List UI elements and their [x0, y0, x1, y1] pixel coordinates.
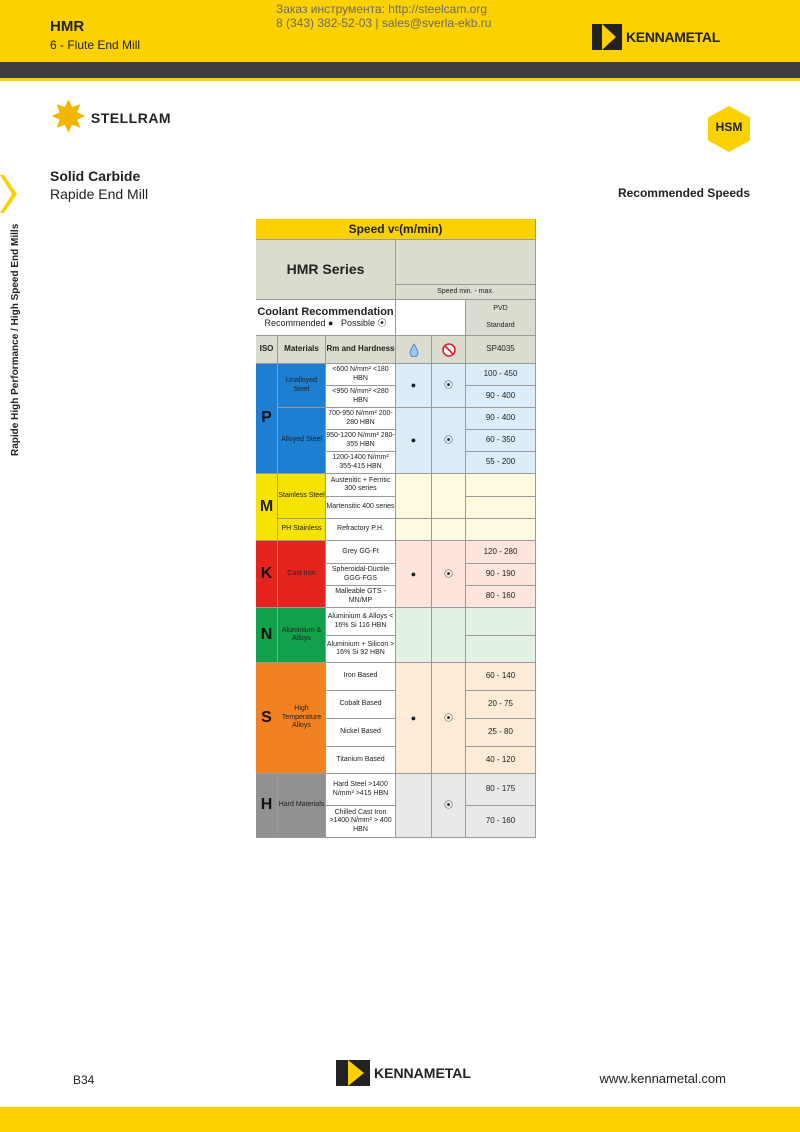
coolant-wet-cell — [396, 474, 432, 519]
order-info[interactable] — [276, 2, 491, 30]
rm-cell: 1200-1400 N/mm² 355-415 HBN — [326, 452, 396, 474]
rm-cell: Grey GG-Ft — [326, 541, 396, 564]
speed-cell — [466, 497, 536, 519]
speed-cell: 90 - 190 — [466, 564, 536, 586]
rm-cell: Aluminium & Alloys < 16% Si 116 HBN — [326, 608, 396, 636]
coolant-dry-cell: ⦿ — [432, 663, 466, 774]
section-subtitle: Rapide End Mill — [50, 186, 149, 202]
iso-group-S: S — [256, 663, 278, 774]
materials-header: Materials — [278, 336, 326, 364]
chevron-right-icon — [0, 175, 17, 213]
coolant-dry-cell — [432, 474, 466, 519]
coolant-header: Coolant Recommendation Recommended ● Possible ⦿ — [256, 300, 396, 336]
coolant-dry-cell — [432, 608, 466, 663]
side-label: Rapide High Performance / High Speed End Mills — [10, 223, 21, 456]
rm-cell: Cobalt Based — [326, 691, 396, 719]
coolant-dry-cell: ⦿ — [432, 774, 466, 838]
rm-header: Rm and Hardness — [326, 336, 396, 364]
iso-group-P: P — [256, 364, 278, 474]
rm-cell: Chilled Cast Iron >1400 N/mm² > 400 HBN — [326, 806, 396, 838]
iso-group-N: N — [256, 608, 278, 663]
rm-cell: Refractory P.H. — [326, 519, 396, 541]
rm-cell: Nickel Based — [326, 719, 396, 747]
speed-cell: 60 - 350 — [466, 430, 536, 452]
speed-cell: 90 - 400 — [466, 386, 536, 408]
rm-cell: Austenitic + Ferritic 300 series — [326, 474, 396, 497]
speed-cell — [466, 474, 536, 497]
speed-cell: 120 - 280 — [466, 541, 536, 564]
coolant-dry-cell: ⦿ — [432, 408, 466, 474]
series-header-blank — [396, 240, 536, 285]
coolant-wet-cell: ● — [396, 541, 432, 608]
coolant-dry-cell: ⦿ — [432, 541, 466, 608]
speed-cell — [466, 519, 536, 541]
website-link[interactable]: www.kennametal.com — [599, 1071, 726, 1086]
speed-cell — [466, 636, 536, 663]
rm-cell: <950 N/mm² <280 HBN — [326, 386, 396, 408]
product-subtitle: 6 - Flute End Mill — [50, 38, 141, 52]
coating-header: PVD Standard — [466, 300, 536, 336]
speed-header: Speed v c (m/min) — [256, 219, 536, 240]
header-thin-stripe — [0, 78, 800, 81]
speed-cell: 20 - 75 — [466, 691, 536, 719]
material-name: Unalloyed Steel — [278, 364, 326, 408]
header-dark-stripe — [0, 62, 800, 78]
rm-cell: <600 N/mm² <180 HBN — [326, 364, 396, 386]
hsm-badge-label: HSM — [715, 120, 743, 134]
iso-group-K: K — [256, 541, 278, 608]
material-name: Stainless Steel — [278, 474, 326, 519]
hsm-badge — [708, 106, 750, 152]
rm-cell: Martensitic 400 series — [326, 497, 396, 519]
product-title: HMR — [50, 18, 85, 35]
speed-cell: 80 - 175 — [466, 774, 536, 806]
kennametal-footer-logo — [336, 1060, 471, 1086]
coolant-blank — [396, 300, 466, 336]
coolant-dry-cell — [432, 519, 466, 541]
coolant-wet-cell — [396, 774, 432, 838]
stellram-logo-text: STELLRAM — [90, 110, 172, 126]
order-line-contact[interactable]: 8 (343) 382-52-03 | sales@sverla-ekb.ru — [276, 16, 492, 30]
rm-cell: Aluminium + Silicon > 16% Si 92 HBN — [326, 636, 396, 663]
speed-cell: 25 - 80 — [466, 719, 536, 747]
coolant-wet-cell: ● — [396, 408, 432, 474]
material-name: Alloyed Steel — [278, 408, 326, 474]
speed-minmax-header: Speed min. - max. — [396, 285, 536, 300]
material-name: Aluminium & Alloys — [278, 608, 326, 663]
rm-cell: 700-950 N/mm² 200-280 HBN — [326, 408, 396, 430]
kennametal-footer-logo-text: KENNAMETAL — [374, 1065, 471, 1081]
coolant-dry-cell: ⦿ — [432, 364, 466, 408]
speed-cell: 60 - 140 — [466, 663, 536, 691]
speed-cell: 55 - 200 — [466, 452, 536, 474]
kennametal-logo-text: KENNAMETAL — [626, 29, 720, 45]
material-name: High Temperature Alloys — [278, 663, 326, 774]
iso-group-H: H — [256, 774, 278, 838]
rm-cell: Titanium Based — [326, 747, 396, 774]
grade-header: SP4035 — [466, 336, 536, 364]
kennametal-k-icon — [336, 1060, 370, 1086]
rm-cell: Spheroidal-Ductile GGG-FGS — [326, 564, 396, 586]
page-number: B34 — [73, 1073, 95, 1087]
material-name: Cast Iron — [278, 541, 326, 608]
rm-cell: Malleable GTS - MN/MP — [326, 586, 396, 608]
coolant-dry-icon — [432, 336, 466, 364]
speed-cell — [466, 608, 536, 636]
speed-cell: 40 - 120 — [466, 747, 536, 774]
rm-cell: Hard Steel >1400 N/mm² >415 HBN — [326, 774, 396, 806]
coolant-wet-cell: ● — [396, 663, 432, 774]
series-header: HMR Series — [256, 240, 396, 300]
speed-cell: 100 - 450 — [466, 364, 536, 386]
star-icon: ✸ — [50, 93, 87, 142]
order-line-url[interactable]: Заказ инструмента: http://steelcam.org — [276, 2, 488, 16]
speed-cell: 80 - 160 — [466, 586, 536, 608]
iso-header: ISO — [256, 336, 278, 364]
speed-table — [256, 219, 536, 843]
recommended-speeds-label: Recommended Speeds — [617, 186, 750, 200]
speed-cell: 90 - 400 — [466, 408, 536, 430]
material-name: Hard Materials — [278, 774, 326, 838]
iso-group-M: M — [256, 474, 278, 541]
coolant-wet-cell — [396, 519, 432, 541]
material-name: PH Stainless — [278, 519, 326, 541]
speed-cell: 70 - 160 — [466, 806, 536, 838]
kennametal-logo — [592, 24, 720, 50]
stellram-logo — [50, 93, 172, 142]
footer-band — [0, 1107, 800, 1132]
coolant-wet-cell — [396, 608, 432, 663]
section-title: Solid Carbide — [50, 168, 141, 184]
rm-cell: Iron Based — [326, 663, 396, 691]
rm-cell: 950-1200 N/mm² 280-355 HBN — [326, 430, 396, 452]
coolant-wet-cell: ● — [396, 364, 432, 408]
coolant-wet-icon — [396, 336, 432, 364]
kennametal-k-icon — [592, 24, 622, 50]
